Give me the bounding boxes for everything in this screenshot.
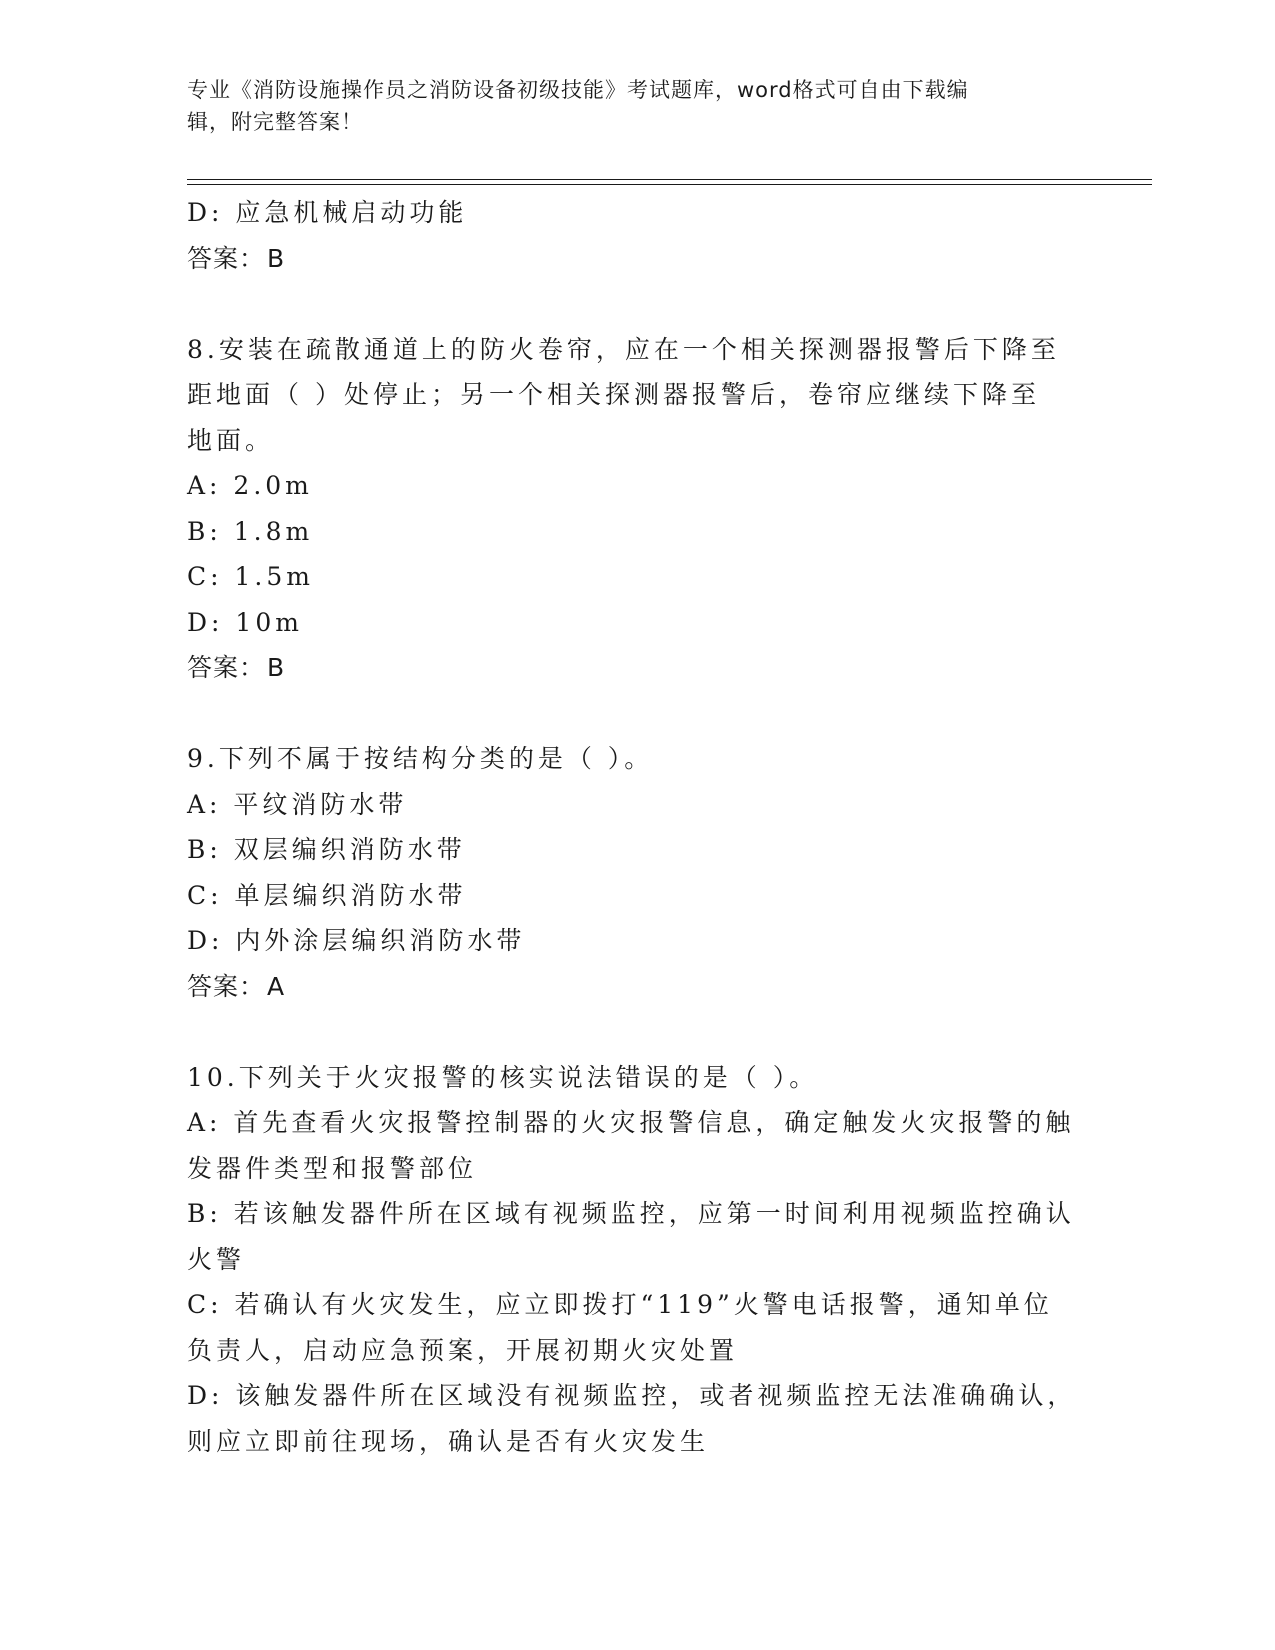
- document-header: [187, 74, 1087, 138]
- option-b: B: 双层编织消防水带: [187, 835, 466, 864]
- question-stem-line: 10.下列关于火灾报警的核实说法错误的是（ ）。: [187, 1062, 819, 1092]
- header-divider-bottom: [187, 184, 1152, 185]
- question-stem-line: 8.安装在疏散通道上的防火卷帘，应在一个相关探测器报警后下降至: [187, 334, 1060, 364]
- option-c: C: 单层编织消防水带: [187, 880, 467, 910]
- option-b-line-2: 火警: [187, 1244, 246, 1274]
- answer-value: B: [267, 243, 286, 273]
- answer-value: A: [267, 971, 286, 1001]
- answer-label: 答案：: [187, 971, 266, 1001]
- question-stem-line: 地面。: [187, 425, 275, 455]
- question-list: [187, 190, 1087, 1464]
- question-10: [187, 1055, 1087, 1465]
- header-line-1: 专业《消防设施操作员之消防设备初级技能》考试题库，word格式可自由下载编: [187, 78, 969, 102]
- option-c-line-1: C: 若确认有火灾发生，应立即拨打“119”火警电话报警，通知单位: [187, 1290, 1053, 1319]
- question-stem-line: 9.下列不属于按结构分类的是（ ）。: [187, 744, 654, 773]
- header-divider-top: [187, 179, 1152, 180]
- question-9: [187, 736, 1087, 1009]
- answer-value: B: [267, 653, 286, 682]
- option-d: D: 应急机械启动功能: [187, 198, 468, 227]
- answer-line: [187, 645, 1087, 691]
- option-b: B: 1.8m: [187, 516, 314, 546]
- header-line-2: 辑，附完整答案！: [187, 110, 363, 134]
- option-d-line-1: D: 该触发器件所在区域没有视频监控，或者视频监控无法准确确认，: [187, 1381, 1077, 1410]
- answer-label: 答案：: [187, 653, 266, 682]
- option-c: C: 1.5m: [187, 562, 314, 591]
- option-a-line-1: A: 首先查看火灾报警控制器的火灾报警信息，确定触发火灾报警的触: [187, 1108, 1075, 1137]
- answer-label: 答案：: [187, 243, 266, 273]
- spacer: [187, 691, 1087, 737]
- option-a: A: 平纹消防水带: [187, 789, 408, 819]
- option-d: D: 内外涂层编织消防水带: [187, 926, 526, 955]
- question-7-tail: [187, 190, 1087, 281]
- option-a: A: 2.0m: [187, 471, 313, 500]
- question-stem-line: 距地面（ ）处停止；另一个相关探测器报警后，卷帘应继续下降至: [187, 380, 1040, 409]
- option-d: D: 10m: [187, 607, 303, 637]
- spacer: [187, 1009, 1087, 1055]
- spacer: [187, 281, 1087, 327]
- option-c-line-2: 负责人，启动应急预案，开展初期火灾处置: [187, 1335, 739, 1365]
- option-a-line-2: 发器件类型和报警部位: [187, 1153, 478, 1183]
- question-8: [187, 327, 1087, 691]
- answer-line: [187, 236, 1087, 282]
- option-d-line-2: 则应立即前往现场，确认是否有火灾发生: [187, 1426, 710, 1456]
- answer-line: [187, 964, 1087, 1010]
- option-b-line-1: B: 若该触发器件所在区域有视频监控，应第一时间利用视频监控确认: [187, 1199, 1075, 1228]
